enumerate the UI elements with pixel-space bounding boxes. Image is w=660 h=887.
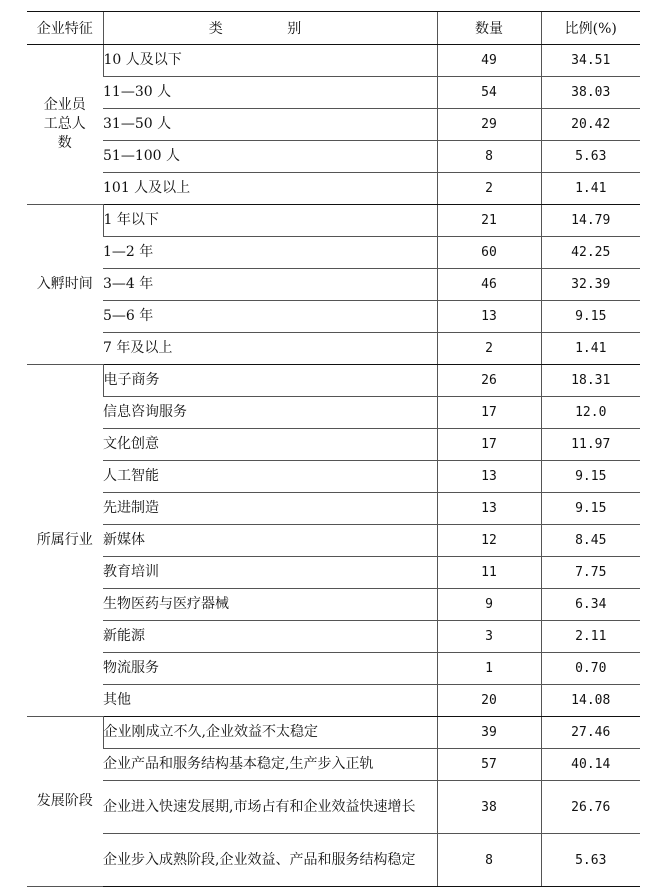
header-ratio: 比例(%) (541, 12, 640, 45)
count-cell: 21 (437, 205, 541, 237)
category-cell: 1 年以下 (103, 205, 437, 237)
category-cell: 10 人及以下 (103, 45, 437, 77)
category-cell: 先进制造 (103, 493, 437, 525)
category-cell: 电子商务 (103, 365, 437, 397)
feature-cell-industry: 所属行业 (27, 365, 103, 717)
category-cell: 企业步入成熟阶段,企业效益、产品和服务结构稳定 (103, 834, 437, 887)
category-cell: 51—100 人 (103, 141, 437, 173)
table-row (27, 834, 640, 887)
ratio-cell: 9.15 (541, 493, 640, 525)
header-category-label: 类 别 (208, 21, 332, 37)
ratio-cell: 0.70 (541, 653, 640, 685)
category-cell: 信息咨询服务 (103, 397, 437, 429)
category-cell: 文化创意 (103, 429, 437, 461)
category-cell: 31—50 人 (103, 109, 437, 141)
category-cell: 101 人及以上 (103, 173, 437, 205)
category-cell: 企业刚成立不久,企业效益不太稳定 (103, 717, 437, 749)
category-cell: 1—2 年 (103, 237, 437, 269)
table-row (27, 429, 640, 461)
table-row (27, 397, 640, 429)
table-row (27, 589, 640, 621)
table-row (27, 237, 640, 269)
category-cell: 生物医药与医疗器械 (103, 589, 437, 621)
feature-cell-development-stage: 发展阶段 (27, 717, 103, 887)
count-cell: 46 (437, 269, 541, 301)
ratio-cell: 12.0 (541, 397, 640, 429)
ratio-cell: 7.75 (541, 557, 640, 589)
table-row (27, 749, 640, 781)
count-cell: 2 (437, 173, 541, 205)
count-cell: 13 (437, 461, 541, 493)
header-row (27, 12, 640, 45)
count-cell: 13 (437, 493, 541, 525)
category-cell: 11—30 人 (103, 77, 437, 109)
count-cell: 1 (437, 653, 541, 685)
table-row (27, 461, 640, 493)
table-row (27, 77, 640, 109)
category-cell: 其他 (103, 685, 437, 717)
count-cell: 3 (437, 621, 541, 653)
ratio-cell: 20.42 (541, 109, 640, 141)
ratio-cell: 11.97 (541, 429, 640, 461)
ratio-cell: 2.11 (541, 621, 640, 653)
ratio-cell: 6.34 (541, 589, 640, 621)
ratio-cell: 27.46 (541, 717, 640, 749)
table-row (27, 493, 640, 525)
feature-cell-staff-size: 企业员工总人数 (27, 45, 103, 205)
ratio-cell: 42.25 (541, 237, 640, 269)
category-cell: 教育培训 (103, 557, 437, 589)
count-cell: 57 (437, 749, 541, 781)
count-cell: 60 (437, 237, 541, 269)
ratio-cell: 14.08 (541, 685, 640, 717)
ratio-cell: 38.03 (541, 77, 640, 109)
category-cell: 人工智能 (103, 461, 437, 493)
count-cell: 9 (437, 589, 541, 621)
header-feature: 企业特征 (27, 12, 103, 45)
category-cell: 5—6 年 (103, 301, 437, 333)
ratio-cell: 14.79 (541, 205, 640, 237)
table-row (27, 717, 640, 749)
count-cell: 54 (437, 77, 541, 109)
category-cell: 企业进入快速发展期,市场占有和企业效益快速增长 (103, 781, 437, 834)
category-cell: 企业产品和服务结构基本稳定,生产步入正轨 (103, 749, 437, 781)
table-row (27, 621, 640, 653)
table-row (27, 205, 640, 237)
ratio-cell: 34.51 (541, 45, 640, 77)
count-cell: 29 (437, 109, 541, 141)
count-cell: 13 (437, 301, 541, 333)
count-cell: 8 (437, 141, 541, 173)
table-row (27, 301, 640, 333)
ratio-cell: 32.39 (541, 269, 640, 301)
ratio-cell: 9.15 (541, 301, 640, 333)
table-row (27, 525, 640, 557)
table-row (27, 141, 640, 173)
category-cell: 7 年及以上 (103, 333, 437, 365)
count-cell: 20 (437, 685, 541, 717)
table-row (27, 365, 640, 397)
count-cell: 26 (437, 365, 541, 397)
table-row (27, 685, 640, 717)
category-cell: 新能源 (103, 621, 437, 653)
count-cell: 12 (437, 525, 541, 557)
category-cell: 新媒体 (103, 525, 437, 557)
header-category (103, 12, 437, 45)
count-cell: 17 (437, 429, 541, 461)
enterprise-statistics-table (27, 11, 640, 887)
table-row (27, 269, 640, 301)
ratio-cell: 1.41 (541, 333, 640, 365)
count-cell: 49 (437, 45, 541, 77)
count-cell: 17 (437, 397, 541, 429)
ratio-cell: 40.14 (541, 749, 640, 781)
table-row (27, 557, 640, 589)
table-row (27, 781, 640, 834)
ratio-cell: 26.76 (541, 781, 640, 834)
ratio-cell: 18.31 (541, 365, 640, 397)
category-cell: 物流服务 (103, 653, 437, 685)
ratio-cell: 8.45 (541, 525, 640, 557)
table-row (27, 45, 640, 77)
ratio-cell: 5.63 (541, 141, 640, 173)
category-cell: 3—4 年 (103, 269, 437, 301)
count-cell: 2 (437, 333, 541, 365)
table-row (27, 653, 640, 685)
count-cell: 8 (437, 834, 541, 887)
table-row (27, 333, 640, 365)
table-row (27, 109, 640, 141)
count-cell: 11 (437, 557, 541, 589)
ratio-cell: 9.15 (541, 461, 640, 493)
table-row (27, 173, 640, 205)
header-count: 数量 (437, 12, 541, 45)
feature-cell-incubation-time: 入孵时间 (27, 205, 103, 365)
count-cell: 38 (437, 781, 541, 834)
ratio-cell: 5.63 (541, 834, 640, 887)
ratio-cell: 1.41 (541, 173, 640, 205)
count-cell: 39 (437, 717, 541, 749)
